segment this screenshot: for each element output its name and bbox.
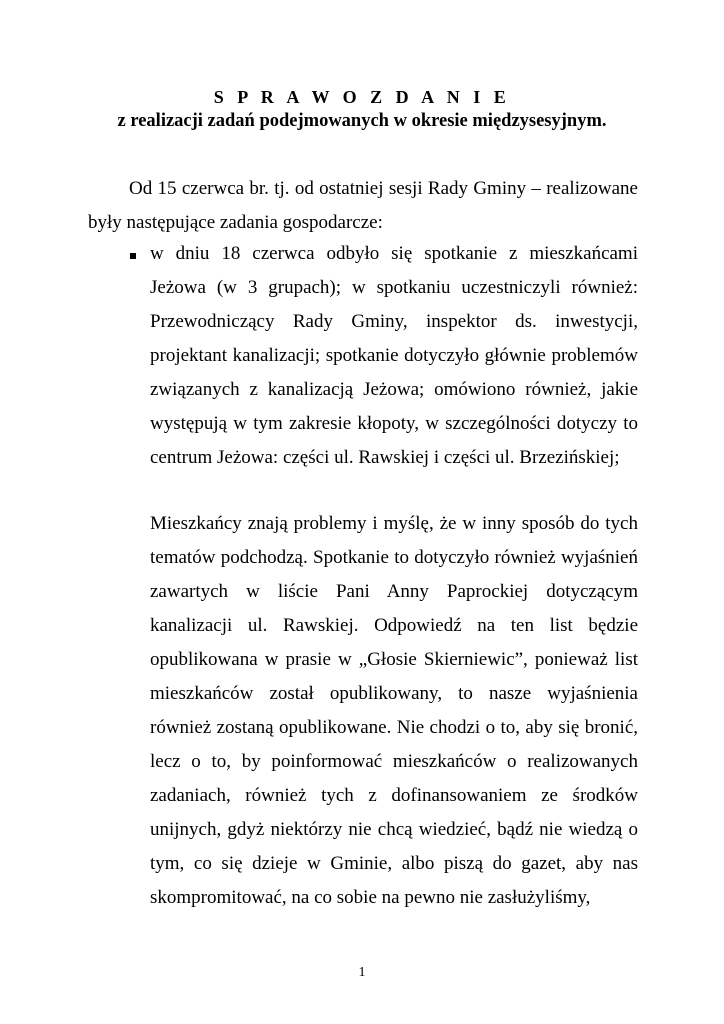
bullet-item-meeting: w dniu 18 czerwca odbyło się spotkanie z mieszkańcami Jeżowa (w 3 grupach); w spotkaniu uczestniczyli również: Przewodniczący Rady Gminy, inspektor ds. inwestycji, projektant kanalizacji; spotkanie dotyczyło głównie problemów związanych z kanalizacją Jeżowa; omówiono również, jakie występują w tym zakresie kłopoty, w szczególności dotyczy to centrum Jeżowa: części ul. Rawskiej i części ul. Brzezińskiej; <box>150 243 638 468</box>
continuation-paragraph: Mieszkańcy znają problemy i myślę, że w inny sposób do tych tematów podchodzą. Spotkanie to dotyczyło również wyjaśnień zawartych w liście Pani Anny Paprockiej dotyczącym kanalizacji ul. Rawskiej. Odpowiedź na ten list będzie opublikowana w prasie w „Głosie Skierniewic”, ponieważ list mieszkańców został opublikowany, to nasze wyjaśnienia również zostaną opublikowane. Nie chodzi o to, aby się bronić, lecz o to, by poinformować mieszkańców o realizowanych zadaniach, również tych z dofinansowaniem ze środków unijnych, gdyż niektórzy nie chcą wiedzieć, bądź nie wiedzą o tym, co się dzieje w Gminie, albo piszą do gazet, aby nas skompromitować, na co sobie na pewno nie zasłużyliśmy, <box>150 513 638 908</box>
document-subtitle: z realizacji zadań podejmowanych w okresie międzysesyjnym. <box>117 111 607 131</box>
document-title: S P R A W O Z D A N I E <box>213 87 511 107</box>
intro-paragraph: Od 15 czerwca br. tj. od ostatniej sesji Rady Gminy – realizowane były następujące zadania gospodarcze: <box>88 178 638 233</box>
square-bullet-icon <box>130 253 136 259</box>
page-number: 1 <box>358 965 366 980</box>
